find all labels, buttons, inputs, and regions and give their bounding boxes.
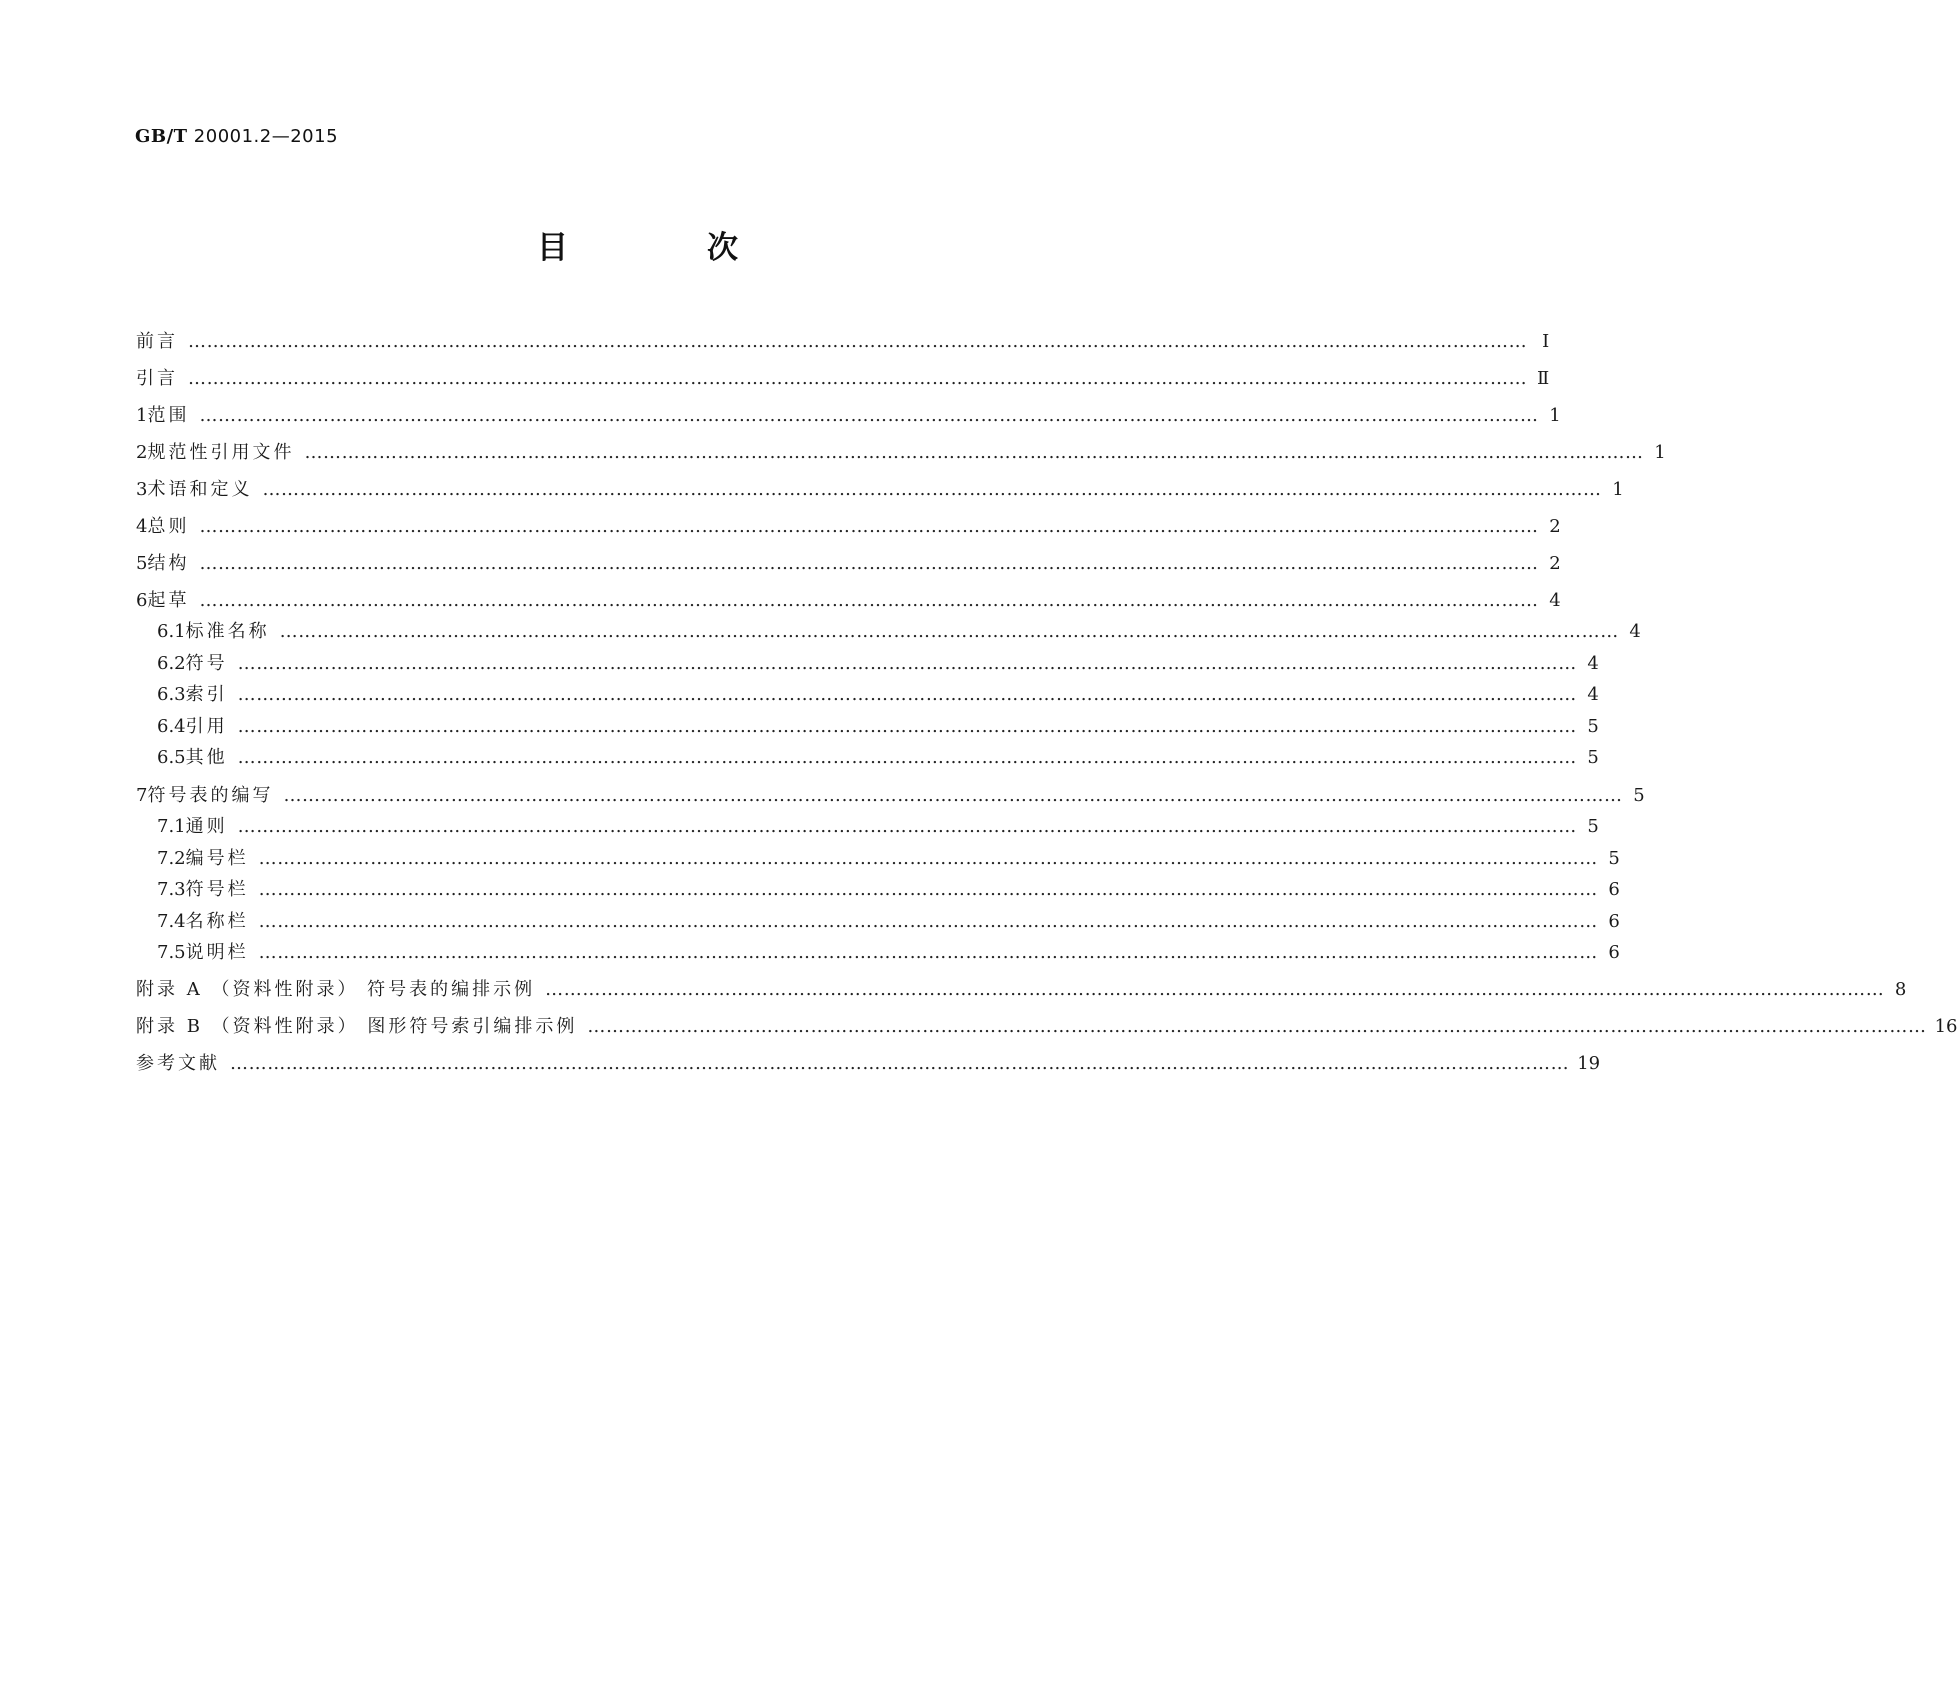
- toc-entry-label: 符号栏: [185, 879, 249, 900]
- toc-entry-label: 引用: [185, 716, 228, 737]
- toc-leader-dots: ………………………………………………………………………………………………………………………………………………………………………………………………: [258, 879, 1598, 900]
- toc-entry-7-2[interactable]: [157, 847, 1620, 871]
- toc-entry-label: 说明栏: [185, 942, 249, 963]
- toc-leader-dots: ………………………………………………………………………………………………………………………………………………………………………………………………: [262, 479, 1602, 500]
- toc-section-number: 6.5: [157, 747, 186, 768]
- toc-page-number: 5: [1587, 747, 1599, 768]
- toc-entry-6[interactable]: [136, 589, 1561, 613]
- toc-entry-6-3[interactable]: [157, 683, 1599, 707]
- toc-leader-dots: ………………………………………………………………………………………………………………………………………………………………………………………………: [237, 747, 1577, 768]
- toc-page-number: 16: [1934, 1016, 1958, 1037]
- toc-entry-label: 总则: [147, 516, 190, 537]
- toc-page-number: 8: [1894, 979, 1907, 1000]
- standard-code-prefix: GB/T: [135, 126, 188, 147]
- toc-entry-6-1[interactable]: [157, 620, 1641, 644]
- toc-leader-dots: ………………………………………………………………………………………………………………………………………………………………………………………………: [237, 716, 1577, 737]
- toc-page-number: 19: [1577, 1053, 1601, 1074]
- toc-leader-dots: ………………………………………………………………………………………………………………………………………………………………………………………………: [258, 848, 1598, 869]
- toc-entry-label: 起草: [147, 590, 190, 611]
- toc-entry-label: 结构: [147, 553, 190, 574]
- toc-title: 目 次: [537, 230, 792, 266]
- toc-leader-dots: ………………………………………………………………………………………………………………………………………………………………………………………………: [237, 684, 1577, 705]
- toc-section-number: 7.5: [157, 942, 186, 963]
- toc-entry-label: 符号: [185, 653, 228, 674]
- toc-leader-dots: ………………………………………………………………………………………………………………………………………………………………………………………………: [545, 979, 1885, 1000]
- toc-entry-label: 附录 A （资料性附录） 符号表的编排示例: [136, 979, 536, 1000]
- toc-entry-6-5[interactable]: [157, 746, 1599, 770]
- toc-entry-label: 范围: [147, 405, 190, 426]
- toc-page-number: 4: [1587, 684, 1599, 705]
- toc-entry-label: 引言: [136, 368, 178, 389]
- toc-entry-label: 术语和定义: [147, 479, 253, 500]
- toc-section-number: 6.4: [157, 716, 186, 737]
- toc-section-number: 5: [136, 553, 148, 574]
- toc-page-number: 5: [1633, 785, 1645, 806]
- toc-section-number: 6.3: [157, 684, 186, 705]
- toc-leader-dots: ………………………………………………………………………………………………………………………………………………………………………………………………: [258, 942, 1598, 963]
- toc-page-number: Ⅰ: [1542, 331, 1550, 352]
- toc-page-number: 4: [1587, 653, 1599, 674]
- toc-page-number: 5: [1587, 816, 1599, 837]
- toc-page-number: 5: [1608, 848, 1620, 869]
- toc-entry-label: 编号栏: [185, 848, 249, 869]
- toc-leader-dots: ………………………………………………………………………………………………………………………………………………………………………………………………: [199, 405, 1539, 426]
- toc-entry-7-4[interactable]: [157, 910, 1620, 934]
- toc-leader-dots: ………………………………………………………………………………………………………………………………………………………………………………………………: [199, 516, 1539, 537]
- toc-leader-dots: ………………………………………………………………………………………………………………………………………………………………………………………………: [279, 621, 1619, 642]
- toc-entry-label: 标准名称: [185, 621, 270, 642]
- toc-section-number: 7.1: [157, 816, 186, 837]
- toc-page-number: 1: [1654, 442, 1666, 463]
- toc-section-number: 6.2: [157, 653, 186, 674]
- toc-entry-label: 附录 B （资料性附录） 图形符号索引编排示例: [136, 1016, 578, 1037]
- toc-entry-label: 规范性引用文件: [147, 442, 295, 463]
- toc-section-number: 2: [136, 442, 148, 463]
- toc-entry-5[interactable]: [136, 552, 1561, 576]
- toc-leader-dots: ………………………………………………………………………………………………………………………………………………………………………………………………: [188, 368, 1528, 389]
- toc-entry-annex-b[interactable]: [136, 1015, 1958, 1039]
- toc-section-number: 6: [136, 590, 148, 611]
- toc-entry-7-5[interactable]: [157, 941, 1620, 965]
- toc-entry-label: 其他: [185, 747, 228, 768]
- toc-entry-annex-a[interactable]: [136, 978, 1907, 1002]
- toc-leader-dots: ………………………………………………………………………………………………………………………………………………………………………………………………: [230, 1053, 1570, 1074]
- toc-section-number: 4: [136, 516, 148, 537]
- toc-entry-label: 参考文献: [136, 1053, 220, 1074]
- toc-entry-label: 通则: [185, 816, 228, 837]
- toc-entry-introduction[interactable]: [136, 367, 1550, 391]
- toc-entry-7-3[interactable]: [157, 878, 1620, 902]
- toc-page-number: Ⅱ: [1536, 368, 1550, 389]
- toc-entry-bibliography[interactable]: [136, 1052, 1601, 1076]
- toc-leader-dots: ………………………………………………………………………………………………………………………………………………………………………………………………: [304, 442, 1644, 463]
- toc-section-number: 7.2: [157, 848, 186, 869]
- toc-leader-dots: ………………………………………………………………………………………………………………………………………………………………………………………………: [188, 331, 1528, 352]
- toc-entry-label: 前言: [136, 331, 178, 352]
- toc-page-number: 6: [1608, 942, 1620, 963]
- toc-page-number: 1: [1549, 405, 1561, 426]
- toc-page-number: 5: [1587, 716, 1599, 737]
- toc-entry-label: 索引: [185, 684, 228, 705]
- toc-section-number: 7: [136, 785, 148, 806]
- toc-section-number: 3: [136, 479, 148, 500]
- toc-entry-label: 符号表的编写: [147, 785, 274, 806]
- standard-code-number: 20001.2—2015: [193, 126, 339, 147]
- toc-leader-dots: ………………………………………………………………………………………………………………………………………………………………………………………………: [258, 911, 1598, 932]
- toc-entry-2[interactable]: [136, 441, 1666, 465]
- toc-leader-dots: ………………………………………………………………………………………………………………………………………………………………………………………………: [237, 653, 1577, 674]
- toc-page-number: 6: [1608, 911, 1620, 932]
- toc-entry-4[interactable]: [136, 515, 1561, 539]
- toc-page-number: 2: [1549, 553, 1561, 574]
- toc-leader-dots: ………………………………………………………………………………………………………………………………………………………………………………………………: [587, 1016, 1927, 1037]
- toc-entry-7-1[interactable]: [157, 815, 1599, 839]
- toc-section-number: 1: [136, 405, 148, 426]
- toc-section-number: 7.3: [157, 879, 186, 900]
- toc-section-number: 7.4: [157, 911, 186, 932]
- toc-entry-label: 名称栏: [185, 911, 249, 932]
- toc-section-number: 6.1: [157, 621, 186, 642]
- toc-entry-3[interactable]: [136, 478, 1624, 502]
- toc-entry-1[interactable]: [136, 404, 1561, 428]
- toc-leader-dots: ………………………………………………………………………………………………………………………………………………………………………………………………: [283, 785, 1623, 806]
- toc-page-number: 6: [1608, 879, 1620, 900]
- toc-entry-preface[interactable]: [136, 330, 1550, 354]
- toc-leader-dots: ………………………………………………………………………………………………………………………………………………………………………………………………: [199, 590, 1539, 611]
- toc-page-number: 2: [1549, 516, 1561, 537]
- toc-page-number: 4: [1549, 590, 1561, 611]
- toc-leader-dots: ………………………………………………………………………………………………………………………………………………………………………………………………: [199, 553, 1539, 574]
- toc-entry-6-2[interactable]: [157, 652, 1599, 676]
- toc-page-number: 1: [1612, 479, 1624, 500]
- toc-page-number: 4: [1629, 621, 1641, 642]
- toc-entry-6-4[interactable]: [157, 715, 1599, 739]
- toc-leader-dots: ………………………………………………………………………………………………………………………………………………………………………………………………: [237, 816, 1577, 837]
- toc-entry-7[interactable]: [136, 784, 1645, 808]
